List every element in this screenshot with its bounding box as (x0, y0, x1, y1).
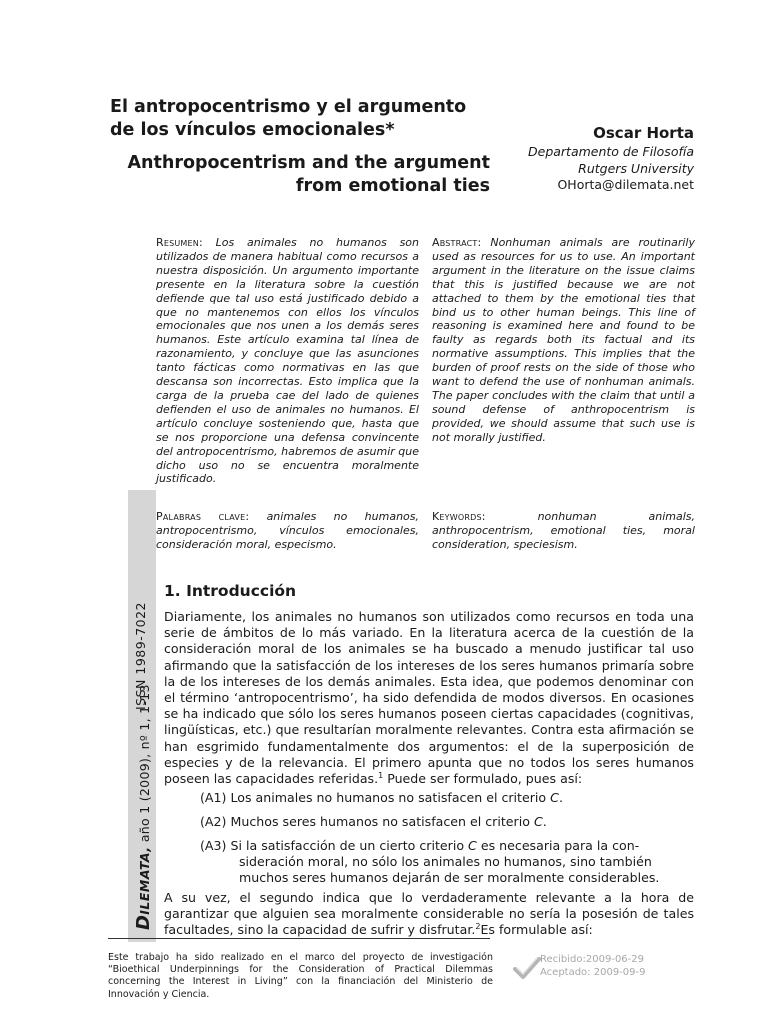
title-english-line2: from emotional ties (295, 176, 490, 196)
title-spanish-line2: de los vínculos emocionales* (110, 120, 395, 140)
abstract-spanish-text: Los animales no humanos son utilizados de manera habitual como recursos a nuestra disposición. Un argumento importante presente en la literatura sobre la cuestión defiende que tal uso está justificado debido a que no mantenemos con ellos los vínculos emocionales que nos unen a los demás seres humanos. Este artículo examina tal línea de razonamiento, y concluye que las asunciones tanto fácticas como normativas en las que descansa son incorrectas. Esto implica que la carga de la prueba cae del lado de quienes defienden el uso de animales no humanos. El artículo concluye sosteniendo que, hasta que se nos proporcione una defensa convincente del antropocentrismo, habremos de asumir que dicho uso no se encuentra moralmente justificado. (156, 236, 420, 486)
title-english (60, 152, 490, 198)
abstract-english-label: Abstract: (432, 236, 482, 249)
premise-a3-var: C (468, 838, 477, 853)
keywords-english-text: nonhuman animals, anthropocentrism, emotional ties, moral consideration, speciesism. (432, 510, 695, 551)
premise-a1-label: (A1) (200, 790, 227, 805)
paragraph-2-end: Es formulable así: (480, 922, 593, 938)
abstract-spanish-label: Resumen: (156, 236, 203, 249)
author-block (480, 122, 694, 194)
abstract-english-text: Nonhuman animals are routinarily used as resources for us to use. An important argument in the literature on the issue claims that this is justified because we are not attached to them by the emotional ties that bind us to other human beings. This line of reasoning is examined here and found to be faulty as regards both its factual and its normative assumptions. This implies that the burden of proof rests on the side of those who want to defend the use of nonhuman animals. The paper concludes with the claim that until a sound defense of anthropocentrism is provided, we should assume that such use is not morally justified. (432, 236, 695, 444)
paragraph-1-end: Puede ser formulado, pues así: (383, 771, 583, 787)
journal-initial: D (133, 914, 154, 930)
paragraph-1-text: Diariamente, los animales no humanos son utilizados como recursos en toda una serie de ámbitos de lo más variado. En la literatura acerca de la cuestión de la consideración moral de los animales se ha buscado a menudo justificar tal uso afirmando que la satisfacción de los intereses de los seres humanos primaría sobre la de los intereses de los demás animales. Esta idea, que podemos denominar con el término ‘antropocentrismo’, ha sido defendida de modos diversos. En ocasiones se ha indicado que sólo los seres humanos poseen ciertas capacidades (cognitivas, lingüísticas, etc.) que resultarían moralmente relevantes. Contra esta afirmación se han esgrimido fundamentalmente dos argumentos: el de la superposición de especies y de la relevancia. El primero apunta que no todos los seres humanos poseen las capacidades referidas. (164, 609, 694, 787)
date-received: Recibido:2009-06-29 (540, 954, 645, 965)
premise-a2-label: (A2) (200, 814, 227, 829)
checkmark-icon (512, 955, 542, 981)
premise-a2-text: Muchos seres humanos no satisfacen el criterio (230, 814, 534, 829)
body-paragraph-2 (164, 890, 694, 939)
date-accepted: Aceptado: 2009-09-9 (540, 966, 646, 978)
premise-a1-end: . (558, 790, 563, 805)
premise-a3-line2: sideración moral, no sólo los animales no humanos, sino también (239, 854, 652, 870)
author-university: Rutgers University (578, 160, 694, 176)
issn-text: ISSN 1989-7022 (133, 601, 148, 710)
title-spanish-line1: El antropocentrismo y el argumento (110, 97, 467, 117)
journal-citation-container (133, 684, 154, 930)
author-email[interactable]: OHorta@dilemata.net (557, 177, 694, 192)
journal-volume: año 1 (2009), nº 1, 1-13 (137, 684, 152, 843)
keywords-english-label: Keywords: (432, 510, 486, 523)
title-spanish (110, 96, 510, 142)
author-name: Oscar Horta (593, 124, 694, 142)
premise-a3-line1-end: es necesaria para la con- (476, 838, 640, 853)
footnote: Este trabajo ha sido realizado en el marco del proyecto de investigación “Bioethical Underpinnings for the Consideration of Practical Dilemmas concerning the Interest in Living” con la financiación del Ministerio de Innovación y Ciencia. (108, 952, 493, 1000)
premise-a3 (200, 838, 694, 887)
premise-a2-end: . (542, 814, 547, 829)
footnote-ref-2[interactable]: 2 (475, 922, 481, 932)
journal-name: ILEMATA, (137, 846, 152, 915)
author-department: Departamento de Filosofía (528, 144, 694, 159)
footnote-ref-1[interactable]: 1 (378, 770, 384, 780)
premise-a1-text: Los animales no humanos no satisfacen el criterio (230, 790, 551, 805)
premise-a2 (200, 814, 694, 830)
premise-a3-text: Si la satisfacción de un cierto criterio (230, 838, 469, 853)
premise-a3-label: (A3) (200, 838, 227, 853)
premise-a2-var: C (533, 814, 543, 829)
premise-a1 (200, 790, 694, 806)
journal-citation (133, 684, 154, 930)
abstract-english (432, 236, 695, 445)
footnote-divider (108, 938, 490, 939)
dates-block (540, 954, 645, 979)
section-title: 1. Introducción (164, 582, 297, 600)
keywords-spanish (156, 510, 419, 552)
premise-a3-line3: muchos seres humanos dejarán de ser moralmente considerables. (239, 870, 660, 886)
keywords-spanish-label: Palabras clave: (156, 510, 250, 523)
body-paragraph-1 (164, 609, 694, 787)
abstract-spanish (156, 236, 419, 486)
paragraph-2-text: A su vez, el segundo indica que lo verdaderamente relevante a la hora de garantizar que alguien sea moralmente considerable no sería la posesión de tales facultades, sino la capacidad de sufrir y disfrutar. (164, 890, 694, 938)
premise-a1-var: C (550, 790, 559, 805)
keywords-english (432, 510, 695, 552)
keywords-spanish-text: animales no humanos, antropocentrismo, vínculos emocionales, consideración moral, especismo. (156, 510, 419, 551)
title-english-line1: Anthropocentrism and the argument (127, 153, 490, 173)
